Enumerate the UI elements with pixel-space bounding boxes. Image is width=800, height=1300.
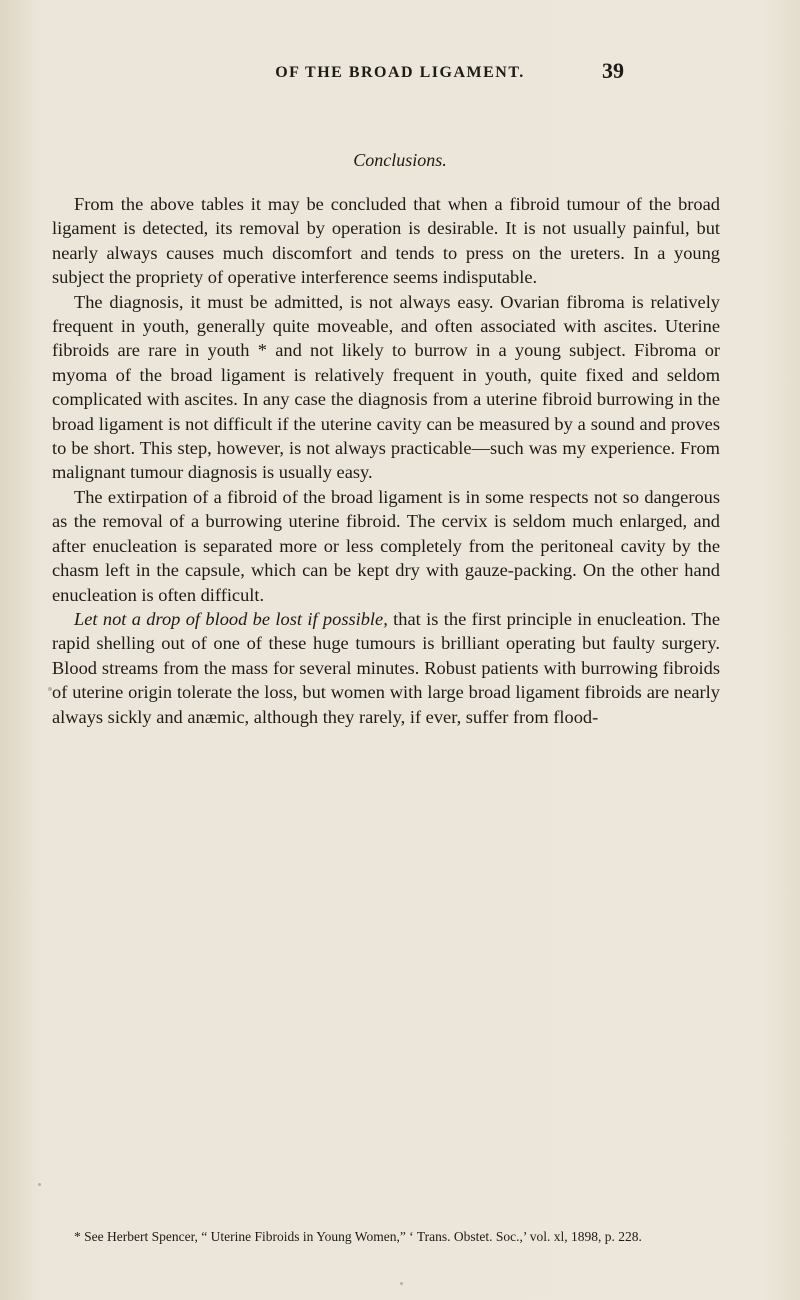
footnote bbox=[52, 1228, 720, 1246]
paragraph-1-text: From the above tables it may be concluded that when a fibroid tumour of the broad ligament is detected, its removal by operation is desirable. It is not usually painful, but nearly always causes much discomfort and tends to press on the ureters. In a young subject the propriety of operative interference seems indisputable. bbox=[52, 194, 720, 288]
paragraph-2 bbox=[52, 290, 720, 485]
paragraph-1 bbox=[52, 192, 720, 290]
paper-speck bbox=[48, 687, 52, 691]
footnote-reference: * bbox=[249, 340, 276, 361]
paragraph-2-text-b: and not likely to burrow in a young subject. Fibroma or myoma of the broad ligament is relatively frequent in youth, quite fixed and seldom complicated with ascites. In any case the diagnosis from a uterine fibroid burrowing in the broad ligament is not difficult if the uterine cavity can be measured by a sound and proves to be short. This step, however, is not always practicable—such was my experience. From malignant tumour diagnosis is usually easy. bbox=[52, 340, 721, 483]
section-title: Conclusions. bbox=[353, 150, 447, 170]
page-number: 39 bbox=[602, 58, 624, 83]
paragraph-4-text: that is the first principle in enucleation. The rapid shelling out of one of these huge tumours is brilliant operating but faulty surgery. Blood streams from the mass for several minutes. Robust patients with burrowing fibroids of uterine origin tolerate the loss, but women with large broad ligament fibroids are nearly always sickly and anæmic, although they rarely, if ever, suffer from flood- bbox=[52, 608, 720, 727]
paper-speck bbox=[400, 1282, 403, 1285]
paragraph-3 bbox=[52, 485, 720, 607]
running-head: OF THE BROAD LIGAMENT. bbox=[275, 64, 525, 81]
footnote-body: See Herbert Spencer, “ Uterine Fibroids in Young Women,” ‘ Trans. Obstet. Soc.,’ vol. xl, 1898, p. 228. bbox=[80, 1229, 642, 1244]
paper-speck bbox=[38, 1183, 41, 1186]
paragraph-2-text-a: The diagnosis, it must be admitted, is not always easy. Ovarian fibroma is relatively frequent in youth, generally quite moveable, and often associated with ascites. Uterine fibroids are rare in youth bbox=[52, 291, 720, 361]
footnote-mark: * bbox=[74, 1229, 81, 1244]
paragraph-4-italic: Let not a drop of blood be lost if possible, bbox=[74, 608, 388, 629]
paragraph-4 bbox=[52, 607, 720, 729]
body-text bbox=[52, 192, 720, 729]
paragraph-3-text: The extirpation of a fibroid of the broad ligament is in some respects not so dangerous as the removal of a burrowing uterine fibroid. The cervix is seldom much enlarged, and after enucleation is separated more or less completely from the peritoneal cavity by the chasm left in the capsule, which can be kept dry with gauze-packing. On the other hand enucleation is often difficult. bbox=[52, 486, 720, 605]
footnote-text bbox=[52, 1228, 720, 1246]
